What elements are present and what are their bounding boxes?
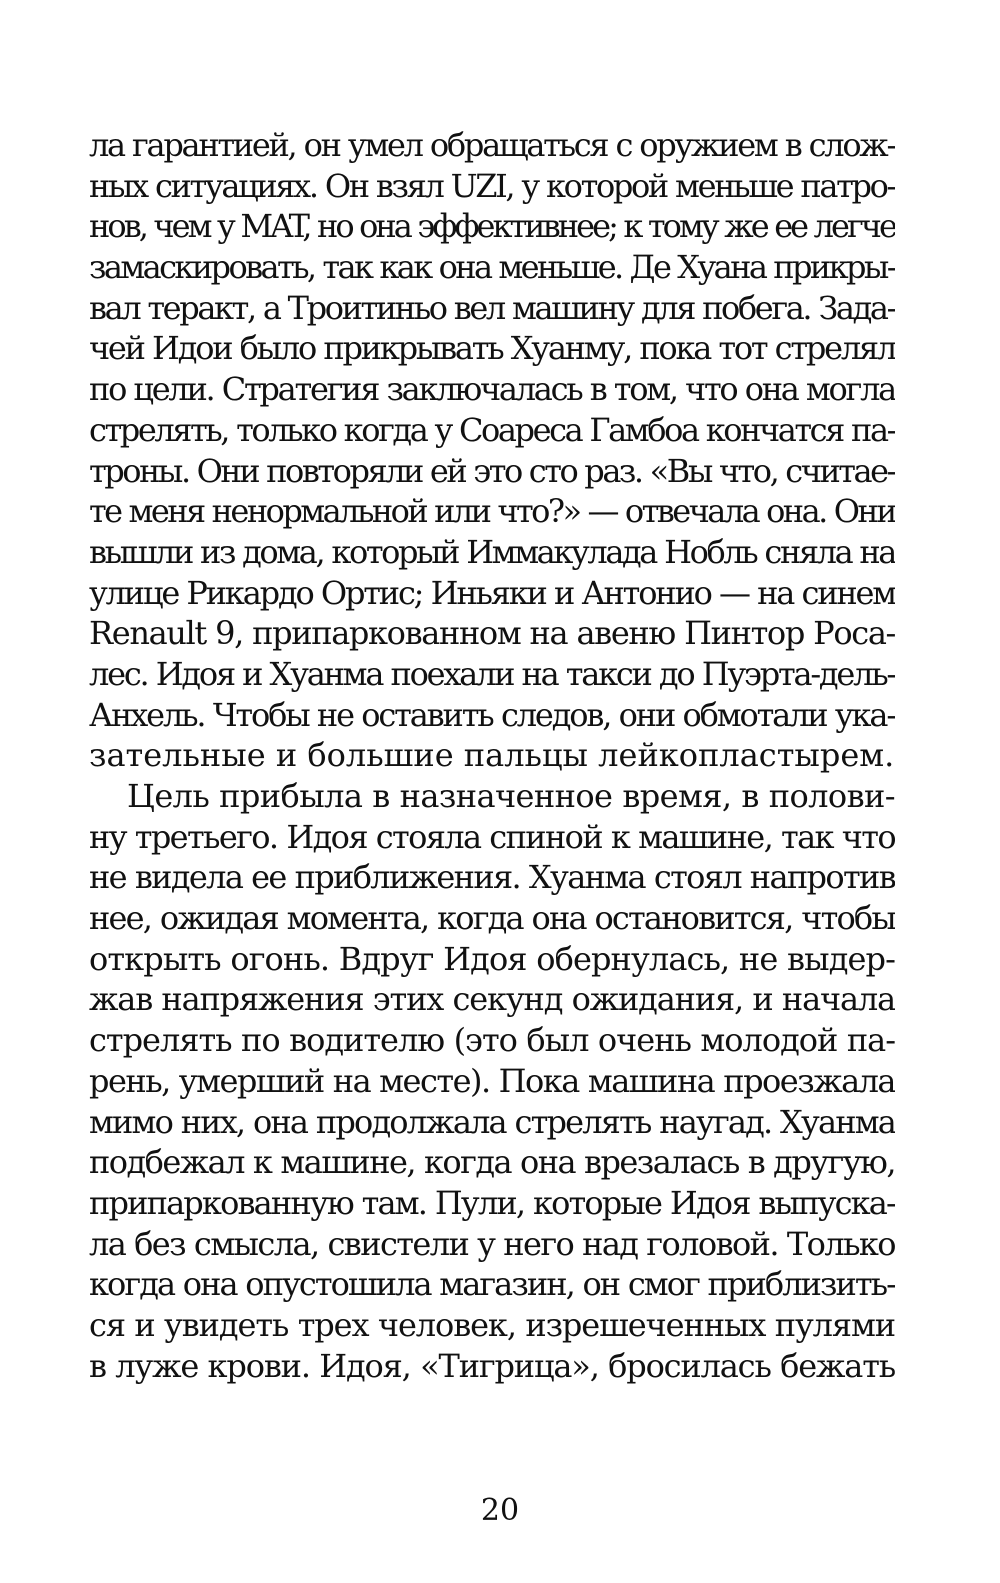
- text-line: стрелять по водителю (это был очень молодой па-: [89, 1021, 895, 1060]
- text-line: Renault 9, припаркованном на авеню Пинтор Роса-: [89, 614, 895, 653]
- paragraph-2: [89, 776, 895, 1386]
- text-line: мимо них, она продолжала стрелять наугад. Хуанма: [89, 1102, 895, 1141]
- text-line: Цель прибыла в назначенное время, в полови-: [127, 777, 895, 815]
- text-line: лес. Идоя и Хуанма поехали на такси до Пуэрта-дель-: [89, 654, 895, 693]
- text-line: зательные и большие пальцы лейкопластырем.: [89, 736, 895, 775]
- text-line: ну третьего. Идоя стояла спиной к машине, так что: [89, 817, 895, 856]
- text-line: ла гарантией, он умел обращаться с оружием в слож-: [89, 126, 895, 164]
- text-line: открыть огонь. Вдруг Идоя обернулась, не выдер-: [89, 939, 895, 978]
- text-line: ных ситуациях. Он взял UZI, у которой меньше патро-: [89, 166, 895, 205]
- text-line: припаркованную там. Пули, которые Идоя выпуска-: [89, 1183, 895, 1222]
- body-text: [89, 125, 895, 1386]
- text-line: в луже крови. Идоя, «Тигрица», бросилась бежать: [89, 1346, 895, 1385]
- text-line: вышли из дома, который Иммакулада Нобль сняла на: [89, 532, 895, 571]
- text-line: жав напряжения этих секунд ожидания, и начала: [89, 980, 895, 1019]
- text-line: не видела ее приближения. Хуанма стоял напротив: [89, 858, 895, 897]
- text-line: вал теракт, а Троитиньо вел машину для побега. Зада-: [89, 288, 895, 327]
- text-line: замаскировать, так как она меньше. Де Хуана прикры-: [89, 248, 895, 287]
- text-line: стрелять, только когда у Соареса Гамбоа кончатся па-: [89, 410, 895, 449]
- text-line: Анхель. Чтобы не оставить следов, они обмотали ука-: [89, 695, 895, 734]
- page-number: 20: [480, 1493, 520, 1528]
- text-line: подбежал к машине, когда она врезалась в другую,: [89, 1143, 895, 1182]
- text-line: чей Идои было прикрывать Хуанму, пока тот стрелял: [89, 329, 895, 368]
- paragraph-1: [89, 125, 895, 776]
- text-line: улице Рикардо Ортис; Иньяки и Антонио — на синем: [89, 573, 895, 612]
- text-line: когда она опустошила магазин, он смог приблизить-: [89, 1265, 895, 1304]
- text-line: рень, умерший на месте). Пока машина проезжала: [89, 1061, 895, 1100]
- text-line: ла без смысла, свистели у него над головой. Только: [89, 1224, 895, 1263]
- text-line: нее, ожидая момента, когда она остановится, чтобы: [89, 899, 895, 938]
- text-line: троны. Они повторяли ей это сто раз. «Вы что, считае-: [89, 451, 895, 490]
- text-line: те меня ненормальной или что?» — отвечала она. Они: [89, 492, 895, 531]
- text-line: нов, чем у MAT, но она эффективнее; к тому же ее легче: [89, 207, 895, 246]
- text-line: по цели. Стратегия заключалась в том, что она могла: [89, 370, 895, 409]
- text-line: ся и увидеть трех человек, изрешеченных пулями: [89, 1305, 895, 1344]
